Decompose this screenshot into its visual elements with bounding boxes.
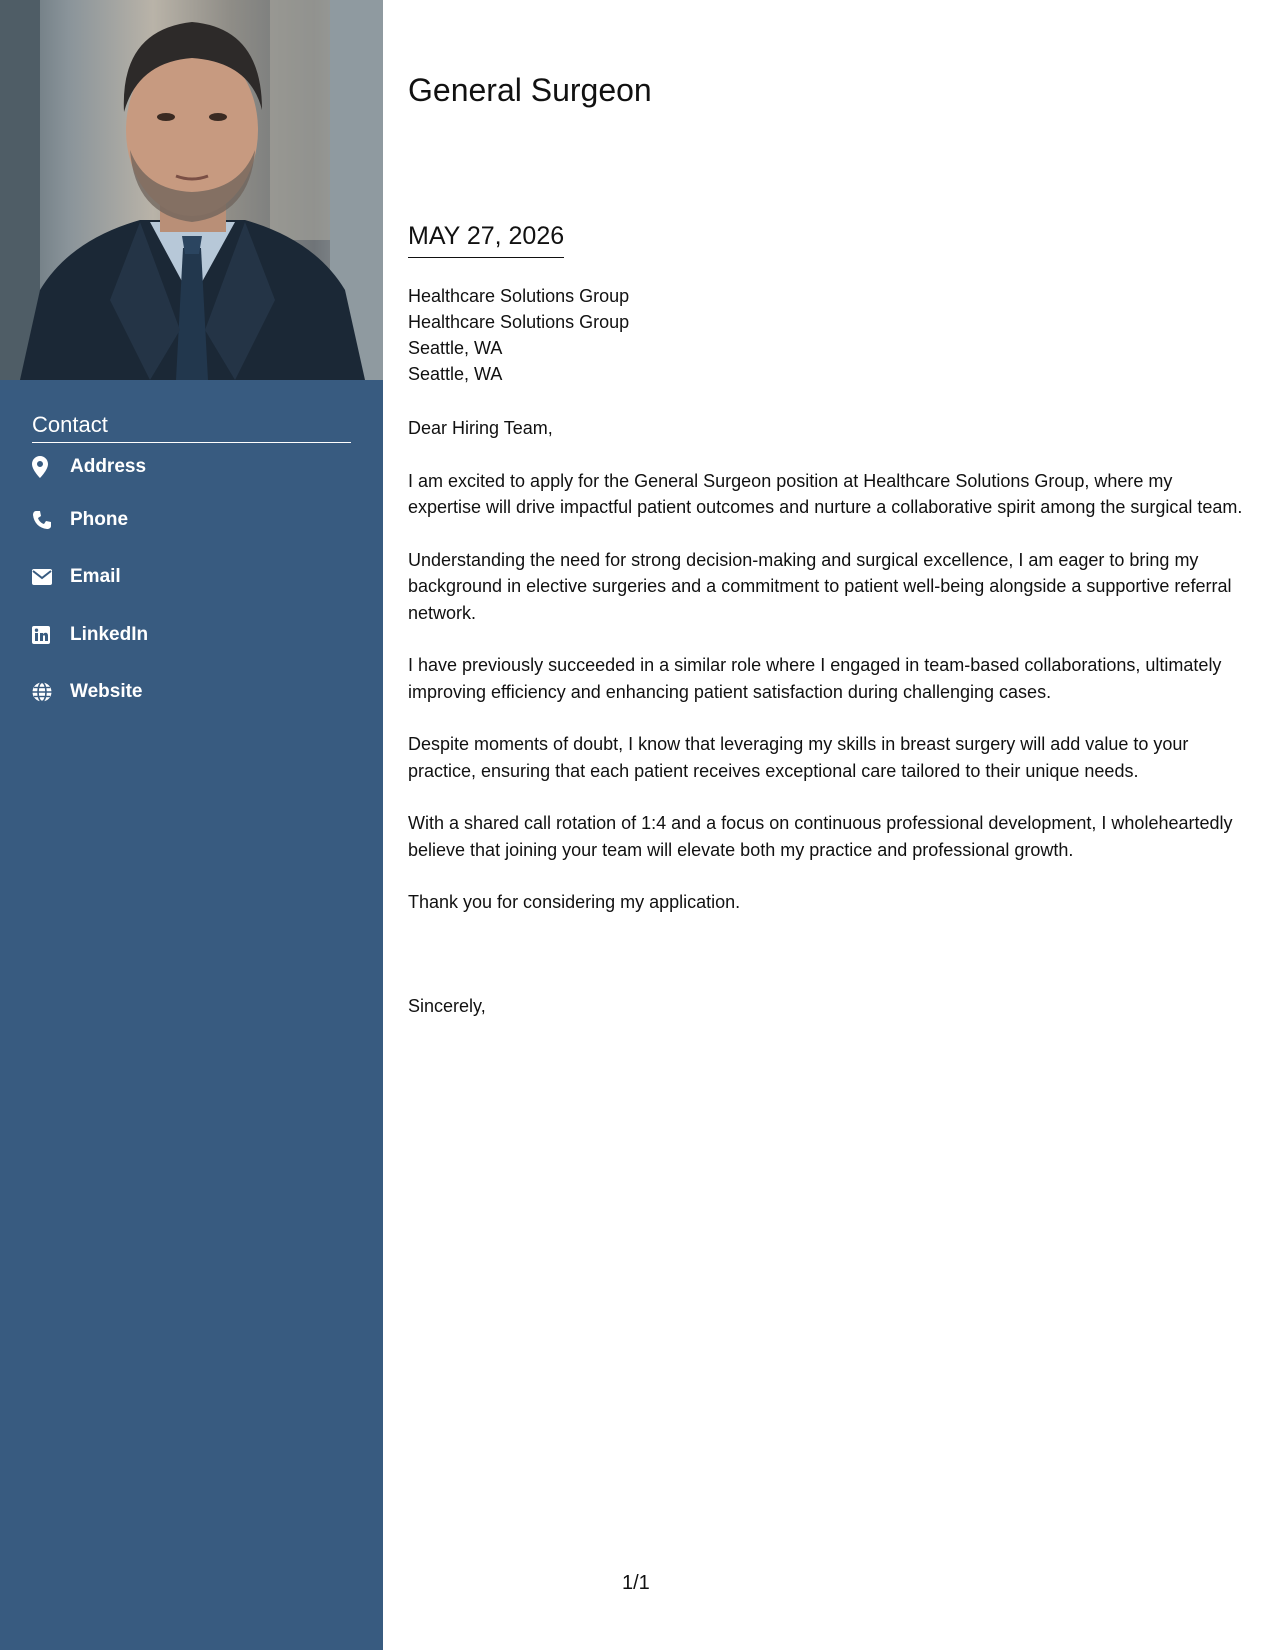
contact-item-linkedin[interactable] — [32, 606, 351, 664]
recipient-block — [408, 283, 629, 387]
body-paragraph: Despite moments of doubt, I know that leveraging my skills in breast surgery will add value to your practice, ensuring that each patient receives exceptional care tailored to their unique needs. — [408, 734, 1189, 781]
contact-label-phone: Phone — [70, 508, 129, 530]
body-paragraph: I am excited to apply for the General Surgeon position at Healthcare Solutions Group, where my expertise will drive impactful patient outcomes and nurture a collaborative spirit among the surgical team. — [408, 470, 1243, 517]
contact-item-address[interactable] — [32, 443, 351, 491]
letter-date: MAY 27, 2026 — [408, 222, 564, 258]
closing: Sincerely, — [408, 996, 486, 1016]
page-number: 1/1 — [622, 1572, 650, 1594]
contact-item-phone[interactable] — [32, 491, 351, 549]
contact-item-website[interactable] — [32, 664, 351, 722]
contact-label-email: Email — [70, 566, 121, 588]
recipient-line: Healthcare Solutions Group — [408, 312, 630, 332]
recipient-line: Healthcare Solutions Group — [408, 286, 630, 306]
profile-photo — [0, 0, 383, 380]
contact-item-email[interactable] — [32, 549, 351, 607]
contact-label-address: Address — [70, 456, 147, 477]
contact-section — [32, 412, 351, 721]
job-title: General Surgeon — [408, 72, 652, 108]
body-paragraph: Thank you for considering my application. — [408, 892, 741, 912]
email-icon — [32, 564, 58, 590]
contact-label-linkedin: LinkedIn — [70, 623, 149, 645]
globe-icon — [32, 679, 58, 705]
sidebar — [0, 0, 383, 1650]
linkedin-icon — [32, 622, 58, 648]
body-paragraph: Understanding the need for strong decision-making and surgical excellence, I am eager to bring my background in elective surgeries and a commitment to patient well-being alongside a supportive referral network. — [408, 549, 1232, 623]
recipient-line: Seattle, WA — [408, 364, 503, 384]
contact-label-website: Website — [70, 681, 143, 703]
salutation: Dear Hiring Team, — [408, 418, 553, 438]
letter-body — [408, 415, 1248, 942]
contact-heading: Contact — [32, 412, 351, 443]
location-pin-icon — [32, 454, 58, 480]
body-paragraph: I have previously succeeded in a similar role where I engaged in team-based collaborations, ultimately improving efficiency and enhancing patient satisfaction during challenging cases. — [408, 655, 1222, 702]
recipient-line: Seattle, WA — [408, 338, 503, 358]
body-paragraph: With a shared call rotation of 1:4 and a focus on continuous professional development, I wholeheartedly believe that joining your team will elevate both my practice and professional growth. — [408, 813, 1233, 860]
phone-icon — [32, 507, 58, 533]
contact-list — [32, 443, 351, 721]
